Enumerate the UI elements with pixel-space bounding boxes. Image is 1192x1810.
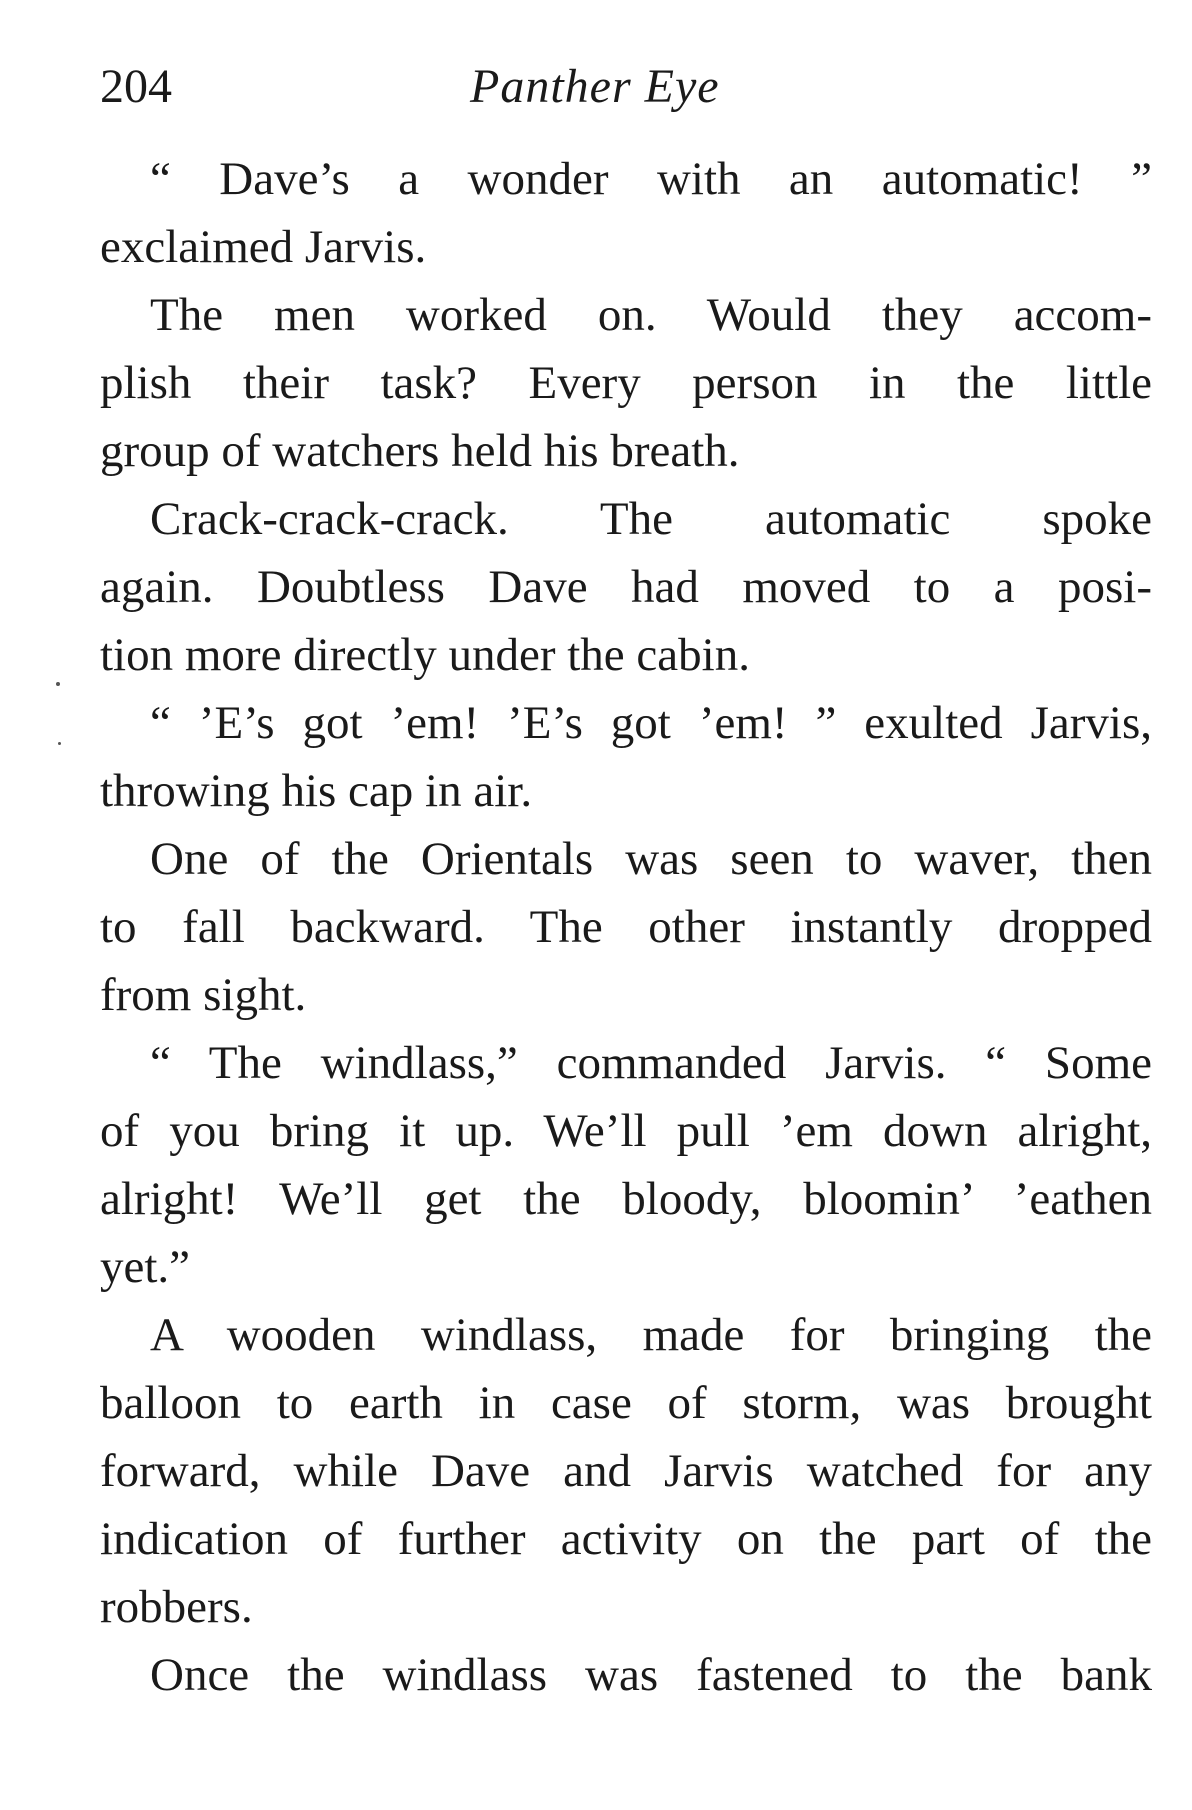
text-line: group of watchers held his breath. (100, 425, 740, 477)
running-title: Panther Eye (470, 60, 720, 113)
text-line: A wooden windlass, made for bringing the (150, 1309, 1152, 1361)
text-line: balloon to earth in case of storm, was brought (100, 1377, 1152, 1429)
print-speck (56, 682, 60, 686)
text-line: Crack-crack-crack. The automatic spoke (150, 493, 1152, 545)
text-line: yet.” (100, 1241, 191, 1293)
text-line: “ ’E’s got ’em! ’E’s got ’em! ” exulted Jarvis, (150, 697, 1152, 749)
text-line: throwing his cap in air. (100, 765, 533, 817)
body-text (100, 145, 1152, 1709)
text-line: “ Dave’s a wonder with an automatic! ” (150, 153, 1152, 205)
text-line: The men worked on. Would they accom- (150, 289, 1152, 341)
page-number: 204 (100, 60, 172, 113)
text-line: again. Doubtless Dave had moved to a posi- (100, 561, 1152, 613)
text-line: tion more directly under the cabin. (100, 629, 750, 681)
text-line: One of the Orientals was seen to waver, then (150, 833, 1152, 885)
text-line: robbers. (100, 1581, 253, 1633)
text-line: exclaimed Jarvis. (100, 221, 427, 273)
text-line: forward, while Dave and Jarvis watched for any (100, 1445, 1152, 1497)
text-line: alright! We’ll get the bloody, bloomin’ ’eathen (100, 1173, 1152, 1225)
text-line: indication of further activity on the part of the (100, 1513, 1152, 1565)
text-line: “ The windlass,” commanded Jarvis. “ Some (150, 1037, 1152, 1089)
text-line: from sight. (100, 969, 307, 1021)
print-speck (58, 742, 61, 745)
text-line: of you bring it up. We’ll pull ’em down alright, (100, 1105, 1152, 1157)
text-line: plish their task? Every person in the little (100, 357, 1152, 409)
text-line: to fall backward. The other instantly dropped (100, 901, 1152, 953)
page-header (100, 52, 1152, 122)
text-line: Once the windlass was fastened to the bank (150, 1649, 1152, 1701)
